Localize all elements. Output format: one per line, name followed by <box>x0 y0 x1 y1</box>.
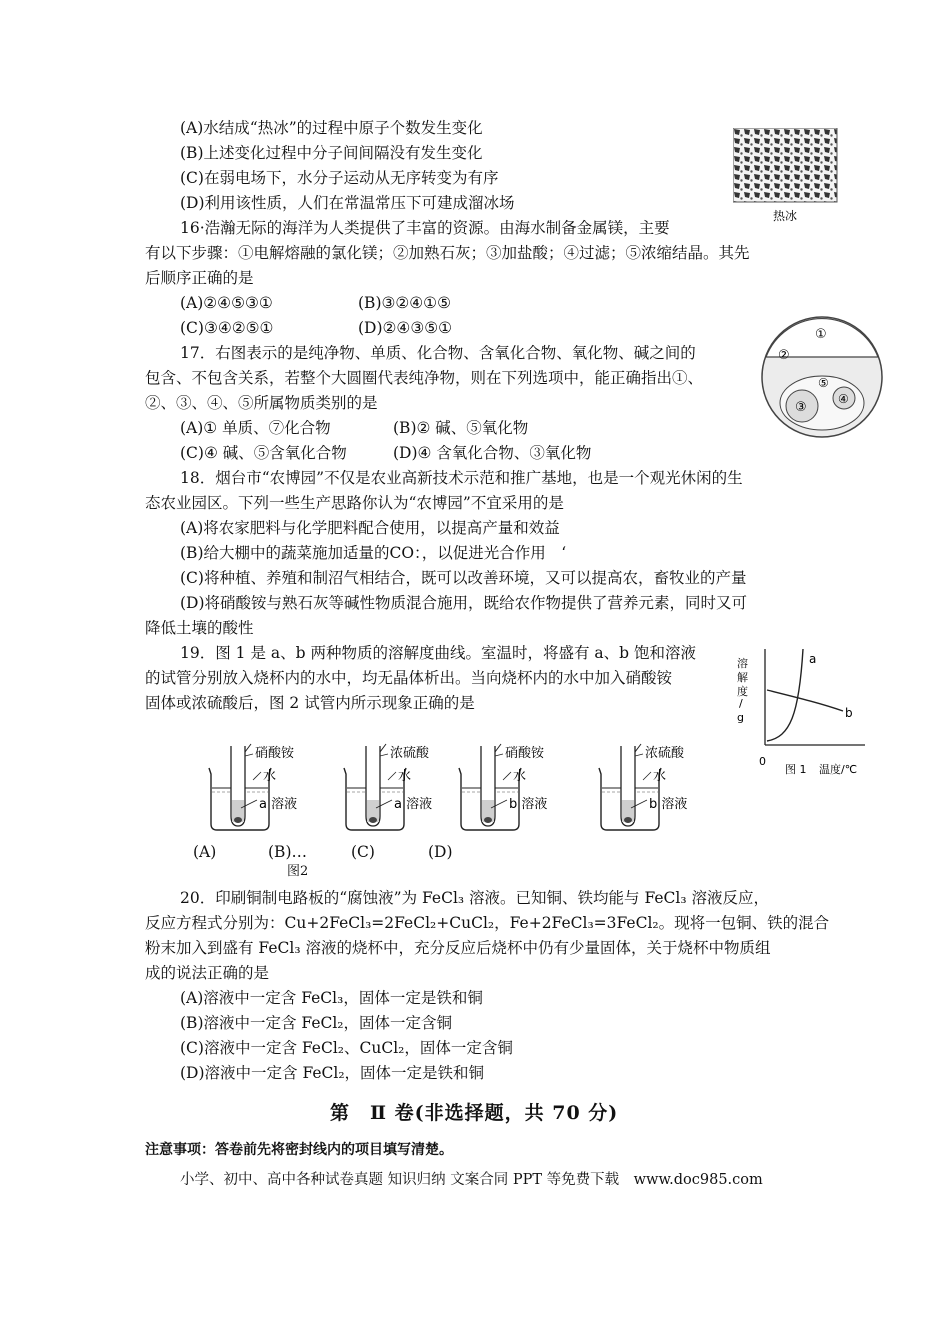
q17-line1: 17．右图表示的是纯净物、单质、化合物、含氧化合物、氧化物、碱之间的 <box>180 344 696 362</box>
beaker-3 <box>455 740 575 835</box>
beaker-2-solution: a 溶液 <box>394 797 433 812</box>
q17-line2: 包含、不包含关系，若整个大圆圈代表纯净物，则在下列选项中，能正确指出①、 <box>145 369 704 387</box>
q19-line1: 19．图 1 是 a、b 两种物质的溶解度曲线。室温时，将盛有 a、b 饱和溶液 <box>180 644 696 662</box>
fig1-caption: 图 1 <box>785 763 807 776</box>
diagram-label-3: ③ <box>795 400 807 415</box>
fig1-curve-b <box>767 690 843 711</box>
beaker-1-water: 水 <box>263 769 277 784</box>
beaker-4-water: 水 <box>653 769 667 784</box>
fig1-ylabel-2: 解 <box>737 671 748 684</box>
q20-line4: 成的说法正确的是 <box>145 964 270 982</box>
hot-ice-image <box>733 128 839 228</box>
q20-option-c: (C)溶液中一定含 FeCl₂、CuCl₂，固体一定含铜 <box>180 1039 513 1057</box>
q17-line3: ②、③、④、⑤所属物质类别的是 <box>145 394 378 412</box>
beaker-3-water: 水 <box>513 769 527 784</box>
fig1-ylabel-3: 度 <box>737 685 748 698</box>
beaker-3-option-label: (C) <box>351 843 375 861</box>
q17-option-b: (B)② 碱、⑤氧化物 <box>393 419 529 437</box>
fig1-curve-a-label: a <box>809 652 817 666</box>
section-title: 第 Ⅱ 卷(非选择题，共 70 分) <box>330 1102 619 1124</box>
beaker-3-solution: b 溶液 <box>509 797 548 812</box>
q20-option-d: (D)溶液中一定含 FeCl₂，固体一定是铁和铜 <box>180 1064 485 1082</box>
q17-option-c: (C)④ 碱、⑤含氧化合物 <box>180 444 347 462</box>
q16-line3: 后顺序正确的是 <box>145 269 254 287</box>
q18-line1: 18．烟台市“农博园”不仅是农业高新技术示范和推广基地，也是一个观光休闲的生 <box>180 469 743 487</box>
beaker-1 <box>205 740 325 835</box>
diagram-label-5: ⑤ <box>818 376 829 390</box>
beaker-2 <box>340 740 460 835</box>
q16-option-c: (C)③④②⑤① <box>180 319 274 337</box>
q17-option-d: (D)④ 含氧化合物、③氧化物 <box>393 444 592 462</box>
q16-line1: 16·浩瀚无际的海洋为人类提供了丰富的资源。由海水制备金属镁，主要 <box>180 219 670 237</box>
q20-option-a: (A)溶液中一定含 FeCl₃，固体一定是铁和铜 <box>180 989 483 1007</box>
q20-line3: 粉末加入到盛有 FeCl₃ 溶液的烧杯中，充分反应后烧杯中仍有少量固体，关于烧杯中物质组 <box>145 939 771 957</box>
beaker-1-solution: a 溶液 <box>259 797 298 812</box>
fig2-caption: 图2 <box>287 864 309 879</box>
fig1-ylabel-1: 溶 <box>737 657 748 670</box>
fig1-curve-b-label: b <box>845 706 853 720</box>
q20-option-b: (B)溶液中一定含 FeCl₂，固体一定含铜 <box>180 1014 453 1032</box>
fig1-ylabel-4: / <box>739 697 743 710</box>
q16-option-b: (B)③②④①⑤ <box>358 294 451 312</box>
hot-ice-caption: 热冰 <box>772 209 798 223</box>
q15-option-b: (B)上述变化过程中分子间间隔没有发生变化 <box>180 144 483 162</box>
q15-option-a: (A)水结成“热冰”的过程中原子个数发生变化 <box>180 119 483 137</box>
q20-line2: 反应方程式分别为：Cu+2FeCl₃=2FeCl₂+CuCl₂，Fe+2FeCl₃=3FeCl₂。现将一包铜、铁的混合 <box>145 914 830 932</box>
q15-option-c: (C)在弱电场下，水分子运动从无序转变为有序 <box>180 169 499 187</box>
q19-line3: 固体或浓硫酸后，图 2 试管内所示现象正确的是 <box>145 694 475 712</box>
q18-line2: 态农业园区。下列一些生产思路你认为“农博园”不宜采用的是 <box>145 494 564 512</box>
q16-option-a: (A)②④⑤③① <box>180 294 273 312</box>
q17-option-a: (A)① 单质、⑦化合物 <box>180 419 331 437</box>
q20-line1: 20．印刷铜制电路板的“腐蚀液”为 FeCl₃ 溶液。已知铜、铁均能与 FeCl₃ 溶液反应， <box>180 889 770 907</box>
beaker-2-water: 水 <box>398 769 412 784</box>
diagram-label-1: ① <box>815 327 827 342</box>
q19-line2: 的试管分别放入烧杯内的水中，均无晶体析出。当向烧杯内的水中加入硝酸铵 <box>145 669 673 687</box>
diagram-label-2: ② <box>778 348 790 363</box>
fig1-ylabel-5: g <box>737 711 744 724</box>
q15-option-d: (D)利用该性质，人们在常温常压下可建成溜冰场 <box>180 194 515 212</box>
q18-option-d-line2: 降低土壤的酸性 <box>145 619 254 637</box>
fig1-xlabel: 温度/℃ <box>819 763 858 776</box>
set-diagram <box>760 315 885 440</box>
q18-option-b: (B)给大棚中的蔬菜施加适量的CO：，以促进光合作用 ‘ <box>180 544 567 562</box>
beaker-2-reagent: 浓硫酸 <box>390 746 430 761</box>
beaker-4 <box>595 740 715 835</box>
q16-option-d: (D)②④③⑤① <box>358 319 452 337</box>
diagram-label-4: ④ <box>838 392 849 406</box>
q18-option-d-line1: (D)将硝酸铵与熟石灰等碱性物质混合施用，既给农作物提供了营养元素，同时又可 <box>180 594 748 612</box>
q18-option-a: (A)将农家肥料与化学肥料配合使用，以提高产量和效益 <box>180 519 560 537</box>
beaker-3-reagent: 硝酸铵 <box>505 746 545 761</box>
beaker-4-solution: b 溶液 <box>649 797 688 812</box>
beaker-2-option-label: (B)… <box>268 843 307 861</box>
beaker-4-reagent: 浓硫酸 <box>645 746 685 761</box>
fig1-origin: 0 <box>759 755 766 768</box>
section-note: 注意事项：答卷前先将密封线内的项目填写清楚。 <box>145 1142 453 1158</box>
beaker-1-reagent: 硝酸铵 <box>255 746 295 761</box>
beaker-4-option-label: (D) <box>428 843 453 861</box>
q18-option-c: (C)将种植、养殖和制沼气相结合，既可以改善环境，又可以提高农，畜牧业的产量 <box>180 569 747 587</box>
page-footer: 小学、初中、高中各种试卷真题 知识归纳 文案合同 PPT 等免费下载 www.doc985.com <box>180 1172 763 1188</box>
beaker-1-option-label: (A) <box>193 843 217 861</box>
q16-line2: 有以下步骤：①电解熔融的氯化镁；②加熟石灰；③加盐酸；④过滤；⑤浓缩结晶。其先 <box>145 244 750 262</box>
solubility-figure <box>735 645 870 780</box>
